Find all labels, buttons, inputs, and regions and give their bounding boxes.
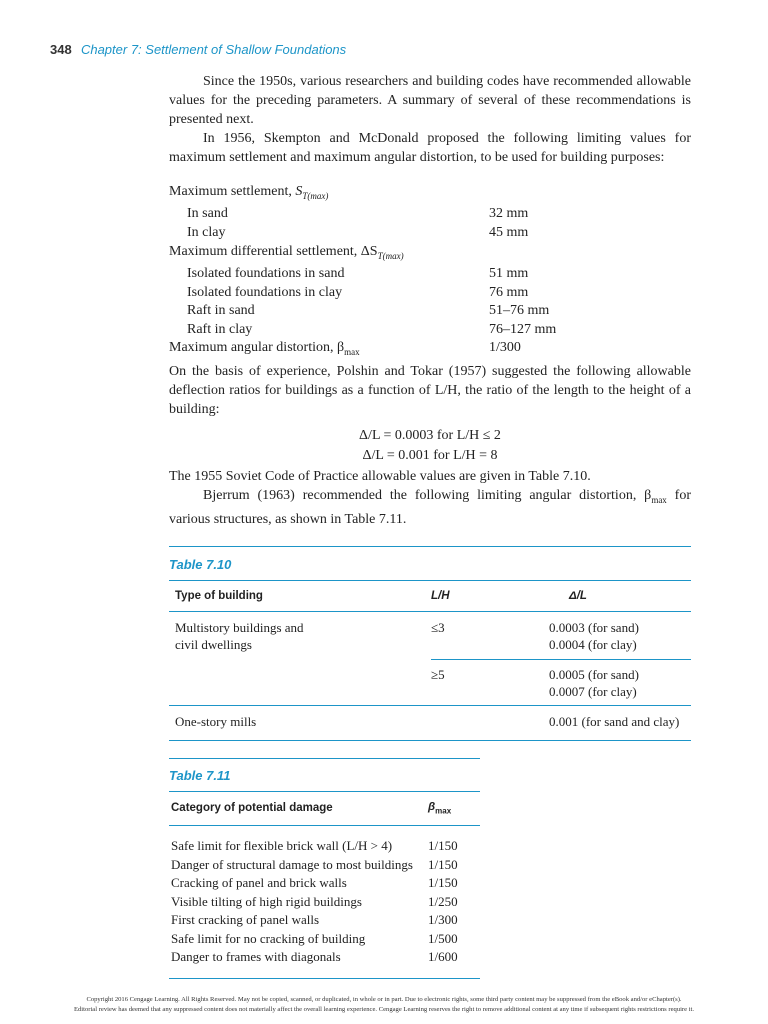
chapter-title: Chapter 7: Settlement of Shallow Foundations: [80, 42, 347, 57]
table-row: One-story mills 0.001 (for sand and clay): [169, 706, 691, 741]
list-item: Maximum differential settlement, $\Delta S_{T(max)}$: [169, 243, 404, 261]
beta-max-value: 1/150: [428, 856, 458, 872]
table-row: [169, 911, 480, 930]
table-row: [169, 874, 480, 893]
list-item: Raft in sand 51–76 mm: [187, 303, 550, 319]
list-item: Isolated foundations in sand 51 mm: [187, 265, 529, 281]
beta-max-value: 1/250: [428, 893, 458, 909]
list-item: Maximum settlement, $S_{T(max)}$: [169, 184, 329, 201]
damage-category: Cracking of panel and brick walls: [171, 875, 347, 891]
list-item: Raft in clay 76–127 mm: [187, 321, 557, 337]
list-item: In clay 45 mm: [187, 224, 529, 240]
table-header-row: Type of building L/H Δ/L: [169, 581, 691, 612]
damage-category: Visible tilting of high rigid buildings: [171, 893, 362, 909]
paragraph-4: The 1955 Soviet Code of Practice allowable values are given in Table 7.10.: [169, 469, 591, 484]
table-header-row: Category of potential damage $\beta_{max}$: [169, 792, 480, 826]
table-row: [169, 856, 480, 875]
damage-category: Safe limit for flexible brick wall (L/H > 4): [171, 838, 393, 854]
table-7-11-caption: Table 7.11: [169, 768, 231, 783]
damage-category: First cracking of panel walls: [171, 912, 320, 928]
table-7-11: [169, 758, 480, 979]
beta-max-value: 1/150: [428, 838, 458, 854]
table-7-10: [169, 546, 691, 741]
paragraph-1: Since the 1950s, various researchers and building codes have recommended allowable values for the preceding parameters. A summary of several of these recommendations is presented next.: [169, 74, 691, 127]
equations: [169, 426, 691, 466]
page-number: 348: [50, 42, 72, 57]
equation-1: Δ/L = 0.0003 for L/H ≤ 2: [359, 428, 501, 443]
table-row: ≥5 0.0005 (for sand) 0.0007 (for clay): [169, 660, 691, 706]
closing-text: [169, 467, 691, 529]
table-row: Multistory buildings and civil dwellings ≤3 0.0003 (for sand) 0.0004 (for clay): [169, 612, 691, 660]
beta-max-value: 1/500: [428, 930, 458, 946]
list-item: Maximum angular distortion, $\beta_{max}$ 1/300: [169, 340, 521, 358]
damage-category: Safe limit for no cracking of building: [171, 930, 366, 946]
damage-category: Danger to frames with diagonals: [171, 949, 341, 965]
paragraph-3: On the basis of experience, Polshin and Tokar (1957) suggested the following allowable deflection ratios for buildings as a function of L/H, the ratio of the length to the height of a building:: [169, 364, 691, 417]
table-row: [169, 930, 480, 949]
beta-max-value: 1/600: [428, 949, 458, 965]
beta-max-value: 1/300: [428, 912, 458, 928]
list-item: Isolated foundations in clay 76 mm: [187, 284, 529, 300]
limit-list: [169, 183, 691, 362]
list-item: In sand 32 mm: [187, 206, 529, 222]
beta-max-value: 1/150: [428, 875, 458, 891]
running-header: [50, 42, 346, 58]
table-7-10-caption: Table 7.10: [169, 557, 232, 572]
table-row: [169, 893, 480, 912]
equation-2: Δ/L = 0.001 for L/H = 8: [362, 448, 498, 463]
table-7-10-grid: [169, 580, 691, 741]
table-row: [169, 948, 480, 978]
copyright-footer: Copyright 2016 Cengage Learning. All Rights Reserved. May not be copied, scanned, or duplicated, in whole or in part. Due to electronic rights, some third party content may be suppressed from the eBook and/or eChapter(s). Editorial review has deemed that any suppressed content does not materially affect the overall learning experience. Cengage Learning reserves the right to remove additional content at any time if subsequent rights restrictions require it.: [73, 996, 695, 1013]
paragraph-2: In 1956, Skempton and McDonald proposed the following limiting values for maximum settlement and maximum angular distortion, to be used for building purposes:: [169, 131, 691, 165]
intro-text: [169, 72, 691, 167]
damage-category: Danger of structural damage to most buildings: [171, 856, 413, 872]
table-row: [169, 826, 480, 856]
table-7-11-body: [169, 826, 480, 979]
polshin-text: [169, 362, 691, 419]
paragraph-5: Bjerrum (1963) recommended the following limiting angular distortion, $\beta_{max}$ for various structures, as shown in Table 7.11.: [169, 488, 691, 527]
table-7-11-grid: [169, 791, 480, 979]
